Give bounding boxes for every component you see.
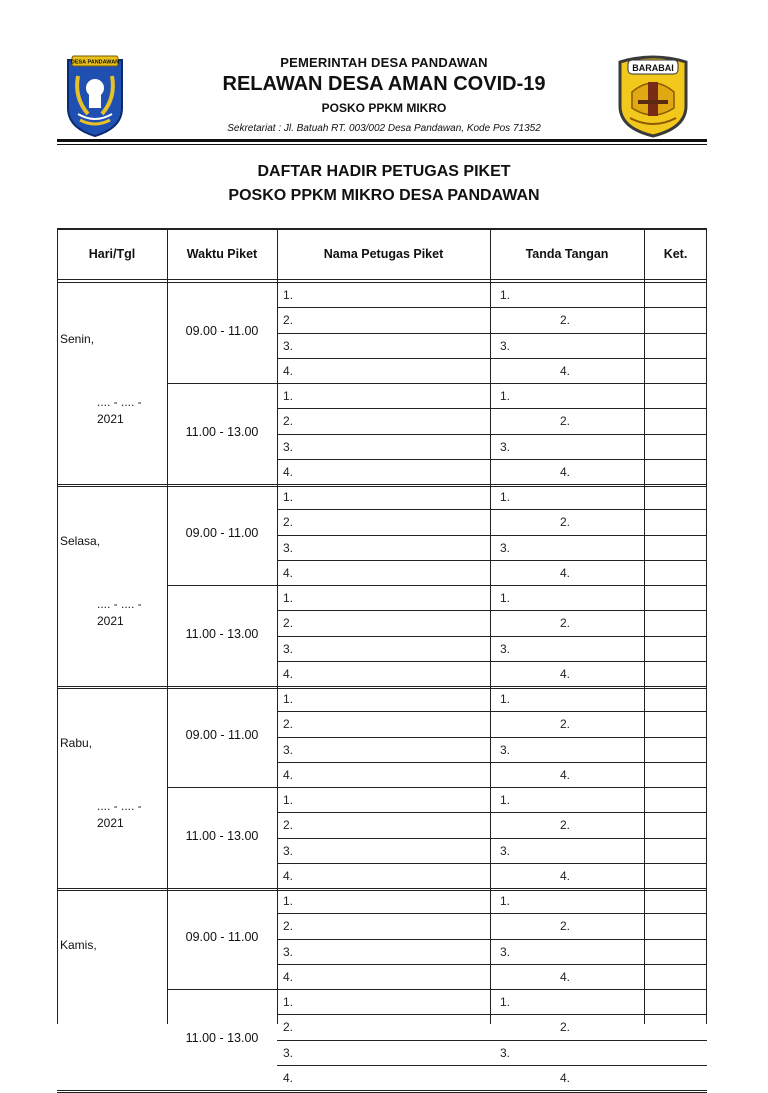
signature-row-number: 4. bbox=[560, 969, 571, 984]
name-row-number: 2. bbox=[283, 818, 294, 833]
row-divider bbox=[277, 762, 707, 763]
name-row-number: 2. bbox=[283, 717, 294, 732]
row-divider bbox=[277, 333, 707, 334]
row-divider bbox=[277, 434, 707, 435]
row-divider bbox=[277, 560, 707, 561]
row-divider bbox=[277, 964, 707, 965]
row-divider bbox=[277, 711, 707, 712]
signature-row-number: 1. bbox=[500, 389, 511, 403]
name-row-number: 3. bbox=[283, 843, 294, 858]
name-row-number: 2. bbox=[283, 313, 294, 328]
signature-row-number: 1. bbox=[500, 692, 511, 706]
signature-row-number: 3. bbox=[500, 439, 511, 454]
signature-row-number: 1. bbox=[500, 995, 511, 1009]
name-row-number: 3. bbox=[283, 439, 294, 454]
shift-time: 11.00 - 13.00 bbox=[185, 626, 259, 641]
document-subtitle: POSKO PPKM MIKRO DESA PANDAWAN bbox=[228, 187, 540, 204]
name-row-number: 4. bbox=[283, 565, 294, 580]
shift-time: 11.00 - 13.00 bbox=[185, 424, 259, 439]
day-divider bbox=[57, 484, 707, 485]
column-divider bbox=[490, 228, 491, 1024]
attendance-table bbox=[57, 228, 707, 1085]
shift-divider bbox=[167, 383, 277, 384]
name-row-number: 1. bbox=[283, 793, 294, 807]
day-label: Kamis, bbox=[60, 938, 97, 952]
name-row-number: 3. bbox=[283, 540, 294, 555]
name-row-number: 4. bbox=[283, 969, 294, 984]
column-header: Nama Petugas Piket bbox=[323, 247, 444, 261]
row-divider bbox=[277, 913, 707, 914]
signature-row-number: 2. bbox=[560, 515, 571, 530]
name-row-number: 1. bbox=[283, 288, 294, 302]
day-divider-double bbox=[57, 688, 707, 689]
name-row-number: 4. bbox=[283, 666, 294, 681]
row-divider bbox=[277, 535, 707, 536]
row-divider bbox=[277, 1065, 707, 1066]
table-right-border bbox=[706, 228, 708, 1024]
row-divider bbox=[277, 610, 707, 611]
row-divider bbox=[277, 383, 707, 384]
name-row-number: 3. bbox=[283, 742, 294, 757]
name-row-number: 2. bbox=[283, 919, 294, 934]
column-header: Tanda Tangan bbox=[525, 247, 609, 261]
signature-row-number: 3. bbox=[500, 944, 511, 959]
name-row-number: 3. bbox=[283, 641, 294, 656]
row-divider bbox=[277, 408, 707, 409]
name-row-number: 2. bbox=[283, 616, 294, 631]
day-divider-double bbox=[57, 890, 707, 891]
name-row-number: 4. bbox=[283, 1070, 294, 1085]
column-divider bbox=[167, 228, 168, 1024]
shift-time: 09.00 - 11.00 bbox=[185, 323, 259, 338]
name-row-number: 3. bbox=[283, 944, 294, 959]
name-row-number: 3. bbox=[283, 338, 294, 353]
date-year: 2021 bbox=[97, 614, 124, 628]
table-top-border bbox=[57, 228, 707, 230]
row-divider bbox=[277, 737, 707, 738]
signature-row-number: 1. bbox=[500, 591, 511, 605]
name-row-number: 4. bbox=[283, 363, 294, 378]
signature-row-number: 4. bbox=[560, 868, 571, 883]
signature-row-number: 4. bbox=[560, 464, 571, 479]
column-divider bbox=[277, 228, 278, 1024]
row-divider bbox=[277, 358, 707, 359]
header-rule-thin bbox=[57, 144, 707, 145]
shift-time: 09.00 - 11.00 bbox=[185, 525, 259, 540]
name-row-number: 4. bbox=[283, 767, 294, 782]
name-row-number: 2. bbox=[283, 1020, 294, 1035]
signature-row-number: 2. bbox=[560, 818, 571, 833]
shift-time: 11.00 - 13.00 bbox=[185, 828, 259, 843]
signature-row-number: 2. bbox=[560, 717, 571, 732]
name-row-number: 1. bbox=[283, 591, 294, 605]
signature-row-number: 1. bbox=[500, 793, 511, 807]
name-row-number: 1. bbox=[283, 490, 294, 504]
shift-divider bbox=[167, 585, 277, 586]
signature-row-number: 1. bbox=[500, 490, 511, 504]
row-divider bbox=[277, 307, 707, 308]
row-divider bbox=[277, 939, 707, 940]
name-row-number: 3. bbox=[283, 1045, 294, 1060]
signature-row-number: 1. bbox=[500, 894, 511, 908]
signature-row-number: 3. bbox=[500, 843, 511, 858]
signature-row-number: 3. bbox=[500, 540, 511, 555]
signature-row-number: 1. bbox=[500, 288, 511, 302]
column-divider bbox=[57, 228, 58, 1024]
header-divider bbox=[57, 279, 707, 280]
day-divider bbox=[57, 686, 707, 687]
signature-row-number: 2. bbox=[560, 1020, 571, 1035]
signature-row-number: 3. bbox=[500, 338, 511, 353]
row-divider bbox=[277, 812, 707, 813]
document-header bbox=[0, 0, 768, 145]
name-row-number: 1. bbox=[283, 894, 294, 908]
posko-name: POSKO PPKM MIKRO bbox=[321, 101, 447, 115]
name-row-number: 2. bbox=[283, 515, 294, 530]
date-placeholder: .... - .... - bbox=[97, 597, 142, 611]
signature-row-number: 2. bbox=[560, 616, 571, 631]
row-divider bbox=[277, 838, 707, 839]
shift-divider bbox=[167, 787, 277, 788]
signature-row-number: 2. bbox=[560, 414, 571, 429]
row-divider bbox=[277, 661, 707, 662]
signature-row-number: 3. bbox=[500, 1045, 511, 1060]
row-divider bbox=[277, 787, 707, 788]
shift-time: 09.00 - 11.00 bbox=[185, 929, 259, 944]
document-title: DAFTAR HADIR PETUGAS PIKET bbox=[257, 163, 511, 180]
row-divider bbox=[277, 636, 707, 637]
signature-row-number: 4. bbox=[560, 1070, 571, 1085]
government-name: PEMERINTAH DESA PANDAWAN bbox=[280, 55, 488, 70]
day-divider bbox=[57, 1090, 707, 1091]
signature-row-number: 3. bbox=[500, 641, 511, 656]
shift-divider bbox=[167, 989, 277, 990]
logo-left-label: DESA PANDAWAN bbox=[70, 59, 120, 66]
name-row-number: 1. bbox=[283, 389, 294, 403]
day-label: Rabu, bbox=[60, 736, 93, 750]
date-placeholder: .... - .... - bbox=[97, 395, 142, 409]
date-year: 2021 bbox=[97, 816, 124, 830]
name-row-number: 4. bbox=[283, 868, 294, 883]
shift-time: 11.00 - 13.00 bbox=[185, 1030, 259, 1045]
secretariat-address: Sekretariat : Jl. Batuah RT. 003/002 Desa Pandawan, Kode Pos 71352 bbox=[227, 123, 541, 134]
name-row-number: 1. bbox=[283, 995, 294, 1009]
name-row-number: 1. bbox=[283, 692, 294, 706]
date-year: 2021 bbox=[97, 412, 124, 426]
name-row-number: 4. bbox=[283, 464, 294, 479]
column-header: Ket. bbox=[663, 247, 688, 261]
row-divider bbox=[277, 1040, 707, 1041]
signature-row-number: 4. bbox=[560, 363, 571, 378]
day-label: Senin, bbox=[60, 332, 95, 346]
day-divider-double bbox=[57, 486, 707, 487]
name-row-number: 2. bbox=[283, 414, 294, 429]
signature-row-number: 2. bbox=[560, 313, 571, 328]
day-label: Selasa, bbox=[60, 534, 101, 548]
header-rule-thick bbox=[57, 139, 707, 142]
signature-row-number: 4. bbox=[560, 666, 571, 681]
signature-row-number: 4. bbox=[560, 767, 571, 782]
column-header: Waktu Piket bbox=[186, 247, 258, 261]
day-divider bbox=[57, 888, 707, 889]
row-divider bbox=[277, 863, 707, 864]
date-placeholder: .... - .... - bbox=[97, 799, 142, 813]
column-header: Hari/Tgl bbox=[88, 247, 136, 261]
signature-row-number: 3. bbox=[500, 742, 511, 757]
row-divider bbox=[277, 459, 707, 460]
row-divider bbox=[277, 989, 707, 990]
header-divider-double bbox=[57, 282, 707, 283]
row-divider bbox=[277, 585, 707, 586]
row-divider bbox=[277, 509, 707, 510]
shift-time: 09.00 - 11.00 bbox=[185, 727, 259, 742]
column-divider bbox=[644, 228, 645, 1024]
signature-row-number: 2. bbox=[560, 919, 571, 934]
signature-row-number: 4. bbox=[560, 565, 571, 580]
row-divider bbox=[277, 1014, 707, 1015]
logo-right-label: BARABAI bbox=[632, 63, 674, 73]
organization-name: RELAWAN DESA AMAN COVID-19 bbox=[222, 73, 546, 95]
